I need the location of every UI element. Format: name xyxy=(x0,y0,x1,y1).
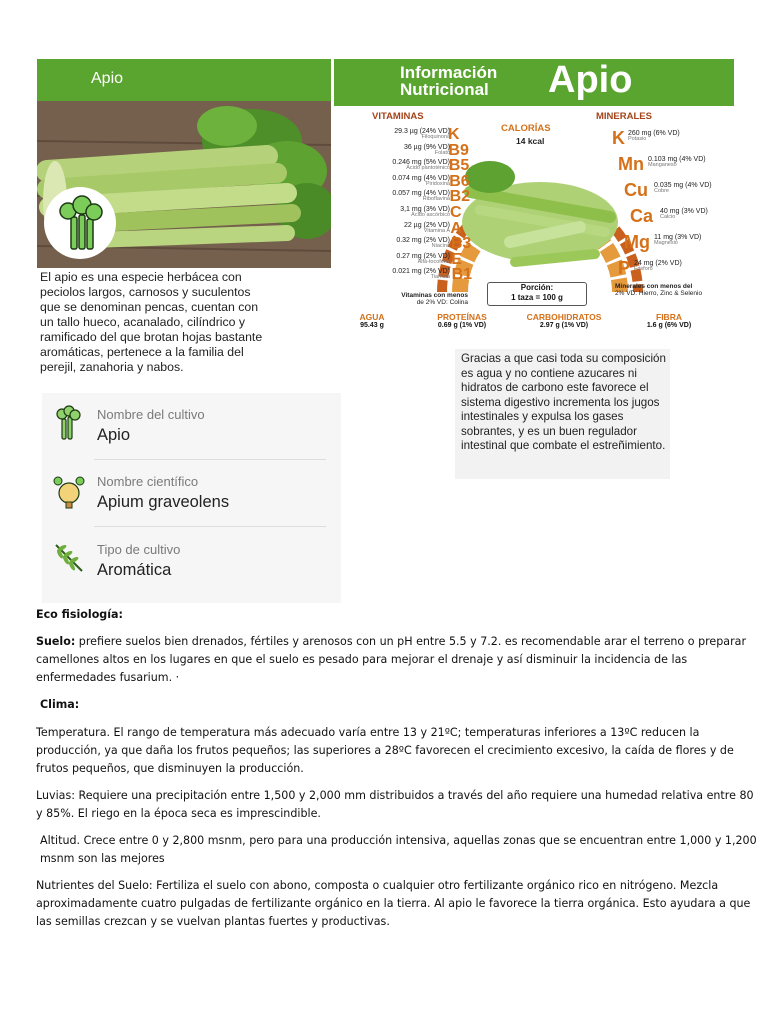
vitamin-amount xyxy=(392,268,450,280)
minerals-footnote-line2: 2% VD: Hierro, Zinc & Selenio xyxy=(615,290,703,297)
soil-text: prefiere suelos bien drenados, fértiles y arenosos con un pH entre 5.5 y 7.2. es recomendable arar el terreno o preparar camellones altos en los lugares en que el suelo es pesado para mejorar el drenaje y así disminuir la incidencia de las enfermedades fusarium. · xyxy=(36,635,747,684)
vitamin-amount-text: 36 µg (9% VD) xyxy=(403,143,450,151)
mineral-row xyxy=(624,180,744,204)
stat-water-value: 95.43 g xyxy=(360,322,384,329)
mineral-amount-text: 40 mg (3% VD) xyxy=(660,208,708,215)
scientific-name-label: Nombre científico xyxy=(97,474,199,489)
stat-carbs xyxy=(514,312,614,329)
temperature-paragraph: Temperatura. El rango de temperatura más adecuado varía entre 13 y 21ºC; temperaturas inferiores a 13ºC reducen la producción, ya que daña los frutos pequeños; las superiores a 28ºC favorecen el crecimiento excesivo, la caída de flores y de frutos pequeños, que disminuyen la producción. xyxy=(36,726,734,775)
vitamin-amount xyxy=(404,144,450,156)
vitamins-footnote-line2: de 2% VD: Colina xyxy=(416,299,468,306)
apio-title: Apio xyxy=(91,70,124,87)
celery-badge xyxy=(44,187,116,259)
vitamin-amount-text: 3,1 mg (3% VD) xyxy=(400,206,450,213)
vitamin-amount-text: 0.246 mg (5% VD) xyxy=(392,159,450,167)
vitamin-letter: K xyxy=(448,126,460,143)
stat-protein xyxy=(422,312,502,329)
soil-nutrients-paragraph: Nutrientes del Suelo: Fertiliza el suelo con abono, composta o cualquier otro fertilizante orgánico rico en nitrógeno. Mezcla aproximadamente cuatro pulgadas de fertilizante orgánico en la tierra. Al apio le favorece la tierra orgánica. Esto ayudara a que las semillas crezcan y se vuelvan plantas fuertes y productivas. xyxy=(36,879,751,928)
rain-paragraph: Luvias: Requiere una precipitación entre 1,500 y 2,000 mm distribuidos a través del año requiere una humedad relativa entre 80 y 85%. El riego en la época seca es imprescindible. xyxy=(36,789,754,820)
mineral-amount-text: 24 mg (2% VD) xyxy=(634,260,682,267)
infographic-title-line2: Nutricional xyxy=(400,80,489,99)
vitamin-name: Ácido pantoténico xyxy=(406,165,450,172)
eco-heading xyxy=(36,606,758,624)
vitamin-letter: B3 xyxy=(450,235,472,253)
vitamin-letter: B2 xyxy=(449,188,471,206)
vitamin-amount xyxy=(396,253,450,265)
vitamin-amount-text: 0.27 mg (2% VD) xyxy=(396,252,450,260)
celery-description: El apio es una especie herbácea con peciolos largos, carnosos y suculentos que se denominan pencas, cuentan con un tallo hueco, acanalado, cilíndrico y ramificado del que brotan hojas bastante aromáticas, pertenece a la familia del perejil, zanahoria y nabos. xyxy=(40,270,263,374)
mineral-amount xyxy=(634,260,682,272)
vitamin-letter: B6 xyxy=(449,172,470,190)
calories-value: 14 kcal xyxy=(516,136,545,146)
mineral-row xyxy=(618,258,738,282)
mineral-symbol: Cu xyxy=(624,180,648,200)
vitamin-name: Filoquinona xyxy=(421,134,450,140)
stat-carbs-value: 2.97 g (1% VD) xyxy=(539,322,589,329)
vitamin-name: Folato xyxy=(434,149,450,156)
digestive-note: Gracias a que casi toda su composición es agua y no contiene azucares ni hidratos de carbono este favorece el sistema digestivo incrementa los jugos intestinales y expulsa los gases sobrantes, y es un buen regulador intestinal que combate el estreñimiento. xyxy=(461,352,666,452)
seed-flask-icon xyxy=(52,473,86,509)
infographic-title-apio: Apio xyxy=(548,59,633,101)
crop-type-value: Aromática xyxy=(97,561,172,579)
mineral-row xyxy=(624,232,744,256)
vitamin-row xyxy=(340,268,472,283)
mineral-amount xyxy=(628,130,680,142)
vitamin-amount xyxy=(392,175,450,187)
mineral-amount-text: 260 mg (6% VD) xyxy=(628,130,680,137)
vitamins-footnote-line1: Vitaminas con menos xyxy=(401,292,468,299)
stat-protein-label: PROTEÍNAS xyxy=(437,312,487,322)
stat-fiber xyxy=(634,312,704,329)
calories-heading: CALORÍAS xyxy=(501,123,551,134)
vitamin-amount-text: 0.021 mg (2% VD) xyxy=(392,268,450,276)
portion-value: 1 taza = 100 g xyxy=(511,293,563,302)
apio-banner xyxy=(37,59,331,101)
mineral-row xyxy=(612,128,732,152)
mineral-row xyxy=(618,154,738,178)
crop-name-value: Apio xyxy=(97,426,131,444)
mineral-amount xyxy=(654,234,701,246)
stat-water xyxy=(344,312,400,329)
mineral-name: Magnesio xyxy=(654,240,678,246)
vitamin-letter: B5 xyxy=(448,157,470,175)
mineral-symbol: Mn xyxy=(618,154,644,174)
mineral-name: Manganeso xyxy=(648,162,677,168)
climate-heading xyxy=(40,696,762,714)
celery-icon xyxy=(54,405,82,441)
crop-type-label: Tipo de cultivo xyxy=(97,542,181,557)
vitamin-name: Ácido ascórbico xyxy=(411,212,450,218)
mineral-name: Potasio xyxy=(628,136,647,142)
stat-fiber-value: 1.6 g (6% VD) xyxy=(646,322,692,329)
infographic-title-line1: Información xyxy=(400,63,498,82)
divider xyxy=(94,459,326,460)
altitude-paragraph: Altitud. Crece entre 0 y 2,800 msnm, pero para una producción intensiva, aquellas zonas que se encuentran entre 1,000 y 1,200 msnm son las mejores xyxy=(40,834,757,865)
mineral-symbol: Mg xyxy=(624,232,650,252)
bottom-stats xyxy=(344,312,734,332)
eco-heading-text: Eco fisiología: xyxy=(36,608,123,621)
vitamin-letter: C xyxy=(450,204,462,221)
vitamin-letter: B9 xyxy=(448,141,469,159)
portion-box xyxy=(487,282,587,306)
vitamin-amount-text: 29.3 µg (24% VD) xyxy=(394,128,450,135)
vitamin-amount xyxy=(394,128,450,140)
soil-label: Suelo: xyxy=(36,635,76,648)
mineral-amount-text: 0.035 mg (4% VD) xyxy=(654,182,712,189)
mineral-amount-text: 0.103 mg (4% VD) xyxy=(648,156,706,163)
vitamin-name: Piridoxina xyxy=(425,180,450,187)
vitamin-name: Alfa-tocoferol xyxy=(417,258,450,265)
climate-heading-text: Clima: xyxy=(40,698,80,711)
stat-carbs-label: CARBOHIDRATOS xyxy=(526,312,602,322)
crop-name-label: Nombre del cultivo xyxy=(97,407,205,422)
minerals-heading: MINERALES xyxy=(596,111,652,122)
divider xyxy=(94,526,326,527)
vitamins-footnote xyxy=(388,292,468,306)
celery-icon xyxy=(44,187,116,259)
vitamin-name: Vitamina A xyxy=(423,227,450,234)
mineral-symbol: Ca xyxy=(630,206,654,226)
infographic-header xyxy=(334,59,734,106)
vitamin-amount xyxy=(404,222,450,234)
vitamin-amount-text: 0.074 mg (4% VD) xyxy=(392,174,450,182)
vitamin-amount xyxy=(400,206,450,218)
vitamin-letter: B1 xyxy=(451,266,473,284)
crop-info-card xyxy=(42,393,341,603)
mineral-symbol: P xyxy=(618,258,631,278)
vitamin-amount-text: 0.057 mg (4% VD) xyxy=(392,190,450,198)
mineral-amount xyxy=(660,208,708,220)
vitamins-heading: VITAMINAS xyxy=(372,111,424,122)
vitamin-amount-text: 0.32 mg (2% VD) xyxy=(396,237,450,245)
vitamin-letter: A xyxy=(450,219,462,237)
stat-protein-value: 0.69 g (1% VD) xyxy=(437,322,487,329)
stat-water-label: AGUA xyxy=(359,312,385,322)
vitamin-amount xyxy=(396,237,450,249)
minerals-footnote xyxy=(615,283,733,297)
mineral-symbol: K xyxy=(612,128,625,148)
portion-label: Porción: xyxy=(520,283,554,292)
herb-sprig-icon xyxy=(52,541,86,575)
vitamin-amount xyxy=(392,159,450,171)
scientific-name-value: Apium graveolens xyxy=(97,493,230,511)
mineral-name: Calcio xyxy=(660,214,676,220)
mineral-amount xyxy=(648,156,706,168)
minerals-footnote-line1: Minerales con menos del xyxy=(615,283,693,290)
soil-paragraph xyxy=(36,633,758,687)
mineral-amount-text: 11 mg (3% VD) xyxy=(654,234,702,241)
mineral-name: Fósforo xyxy=(634,266,653,272)
mineral-row xyxy=(630,206,750,230)
vitamin-name: Niacina xyxy=(431,243,450,250)
vitamin-name: Riboflavina xyxy=(422,196,450,203)
vitamin-amount xyxy=(392,190,450,202)
vitamin-name: Tiamina xyxy=(430,274,450,281)
vitamin-letter: E xyxy=(451,250,462,268)
stat-fiber-label: FIBRA xyxy=(656,312,682,322)
vitamin-amount-text: 22 µg (2% VD) xyxy=(403,221,450,229)
mineral-name: Cobre xyxy=(654,188,669,194)
mineral-amount xyxy=(654,182,712,194)
